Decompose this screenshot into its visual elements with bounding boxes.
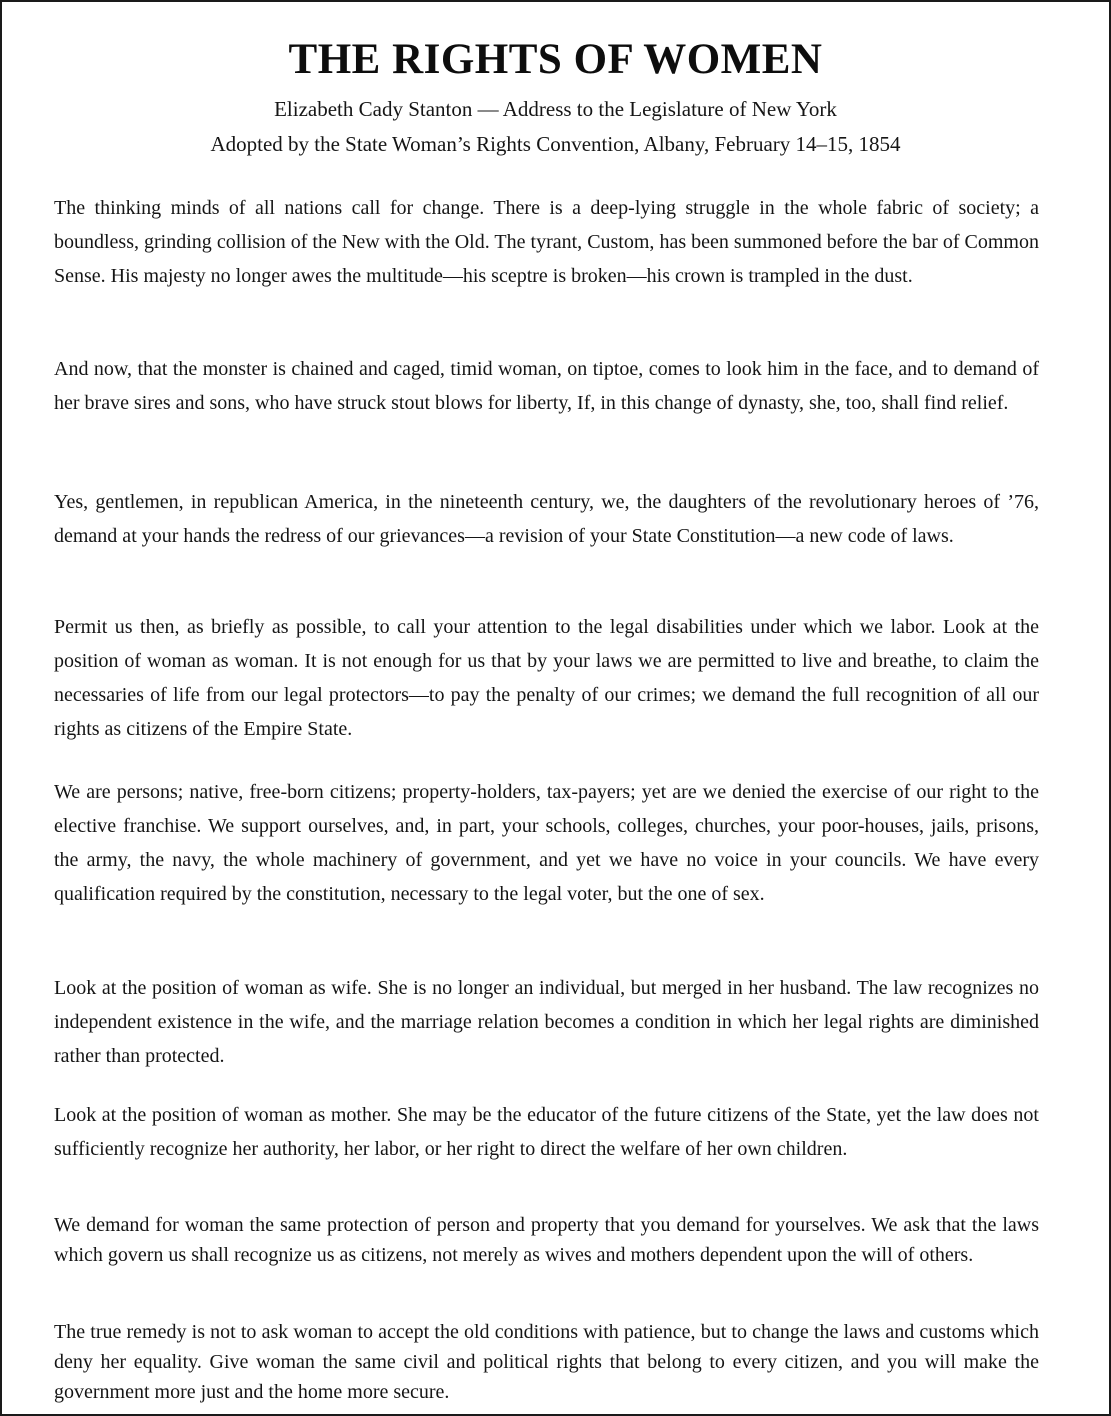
document-title: THE RIGHTS OF WOMEN [288, 36, 823, 83]
body-paragraph: Look at the position of woman as wife. She is no longer an individual, but merged in her husband. The law recognizes no independent existence in the wife, and the marriage relation becomes a condition in which her legal rights are diminished rather than protected. [54, 977, 1039, 1067]
document-subtitle-convention: Adopted by the State Woman’s Rights Convention, Albany, February 14–15, 1854 [210, 132, 901, 156]
body-paragraph: Look at the position of woman as mother. She may be the educator of the future citizens of the State, yet the law does not sufficiently recognize her authority, her labor, or her right to direct the welfare of her own children. [54, 1104, 1039, 1160]
document-subtitle-author: Elizabeth Cady Stanton — Address to the Legislature of New York [274, 97, 837, 121]
body-paragraph: Permit us then, as briefly as possible, to call your attention to the legal disabilities under which we labor. Look at the position of woman as woman. It is not enough for us that by your laws we are permitted to live and breathe, to claim the necessaries of life from our legal protectors—to pay the penalty of our crimes; we demand the full recognition of all our rights as citizens of the Empire State. [54, 616, 1039, 740]
body-paragraph: The true remedy is not to ask woman to accept the old conditions with patience, but to change the laws and customs which deny her equality. Give woman the same civil and political rights that belong to every citizen, and you will make the government more just and the home more secure. [54, 1321, 1039, 1403]
body-paragraph: Yes, gentlemen, in republican America, in the nineteenth century, we, the daughters of the revolutionary heroes of ’76, demand at your hands the redress of our grievances—a revision of your State Constitution—a new code of laws. [54, 491, 1039, 547]
body-paragraph: And now, that the monster is chained and caged, timid woman, on tiptoe, comes to look him in the face, and to demand of her brave sires and sons, who have struck stout blows for liberty, If, in this change of dynasty, she, too, shall find relief. [54, 358, 1039, 414]
body-paragraph: We are persons; native, free-born citizens; property-holders, tax-payers; yet are we denied the exercise of our right to the elective franchise. We support ourselves, and, in part, your schools, colleges, churches, your poor-houses, jails, prisons, the army, the navy, the whole machinery of government, and yet we have no voice in your councils. We have every qualification required by the constitution, necessary to the legal voter, but the one of sex. [54, 781, 1039, 905]
body-paragraph: We demand for woman the same protection of person and property that you demand for yourselves. We ask that the laws which govern us shall recognize us as citizens, not merely as wives and mothers dependent upon the will of others. [54, 1214, 1039, 1266]
body-paragraph: The thinking minds of all nations call for change. There is a deep-lying struggle in the whole fabric of society; a boundless, grinding collision of the New with the Old. The tyrant, Custom, has been summoned before the bar of Common Sense. His majesty no longer awes the multitude—his sceptre is broken—his crown is trampled in the dust. [54, 197, 1039, 287]
